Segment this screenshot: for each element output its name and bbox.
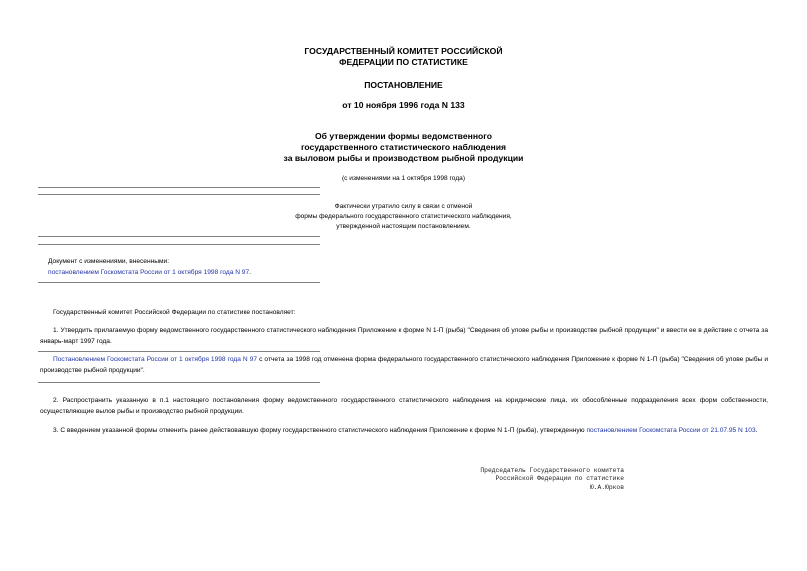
- note-text: с отчета за 1998 год отменена форма федерального государственного статистического наблюдения Приложение к форме N 1-П (рыба) "Сведения об улове рыбы и производстве рыбной продукции".: [40, 356, 768, 374]
- paragraph-3: [40, 426, 768, 437]
- signature-line-2: Российской Федерации по статистике: [495, 475, 624, 483]
- changes-block: [48, 257, 328, 278]
- title-line-2: государственного статистического наблюдения: [300, 142, 507, 152]
- status-line-3: утвержденной настоящим постановлением.: [336, 223, 471, 230]
- note-link[interactable]: Постановлением Госкомстата России от 1 октября 1998 года N 97: [53, 356, 258, 363]
- agency-line-2: ФЕДЕРАЦИИ ПО СТАТИСТИКЕ: [339, 57, 468, 67]
- changes-line-1: Документ с изменениями, внесенными:: [48, 258, 170, 265]
- note-paragraph: [40, 355, 768, 376]
- title-line-3: за выловом рыбы и производством рыбной продукции: [283, 153, 524, 163]
- paragraph-3-text: 3. С введением указанной формы отменить ранее действовавшую форму государственного статистического наблюдения Приложение к форме N 1-П (рыба), утвержденную: [53, 427, 587, 434]
- divider: [38, 187, 320, 188]
- changes-link[interactable]: постановлением Госкомстата России от 1 октября 1998 года N 97: [48, 268, 250, 276]
- status-note: [0, 202, 807, 232]
- divider: [38, 382, 320, 383]
- agency-name: [0, 46, 807, 68]
- divider: [38, 194, 320, 195]
- signature-line-1: Председатель Государственного комитета: [480, 467, 624, 474]
- doc-title: [0, 131, 807, 164]
- signature-name: Ю.А.Юрков: [589, 483, 624, 491]
- divider: [38, 351, 320, 352]
- divider: [38, 244, 320, 245]
- paragraph-2: 2. Распространить указанную в п.1 настоящего постановления форму ведомственного государственного статистического наблюдения на юридические лица, их обособленные подразделения всех форм собственности, осуществляющие вылов рыбы и производство рыбной продукции.: [40, 397, 768, 415]
- signature-block: [440, 467, 624, 492]
- status-line-2: формы федерального государственного статистического наблюдения,: [295, 213, 512, 220]
- status-line-1: Фактически утратило силу в связи с отменой: [334, 203, 473, 210]
- paragraph-3-link[interactable]: постановлением Госкомстата России от 21.07.95 N 103: [586, 427, 756, 434]
- paragraph-1: 1. Утвердить прилагаемую форму ведомственного государственного статистического наблюдения Приложение к форме N 1-П (рыба) "Сведения об улове рыбы и производстве рыбной продукции" и ввести ее в действие с отчета за январь-март 1997 года.: [40, 327, 768, 345]
- divider: [38, 236, 320, 237]
- divider: [38, 282, 320, 283]
- intro-paragraph: Государственный комитет Российской Федерации по статистике постановляет:: [53, 309, 296, 316]
- changes-link-tail: .: [249, 268, 251, 276]
- agency-line-1: ГОСУДАРСТВЕННЫЙ КОМИТЕТ РОССИЙСКОЙ: [304, 46, 503, 56]
- paragraph-3-tail: .: [755, 427, 758, 434]
- doc-date: от 10 ноября 1996 года N 133: [342, 100, 465, 110]
- title-line-1: Об утверждении формы ведомственного: [315, 131, 492, 141]
- doc-type: ПОСТАНОВЛЕНИЕ: [364, 80, 443, 90]
- amendment-note: (с изменениями на 1 октября 1998 года): [341, 175, 466, 182]
